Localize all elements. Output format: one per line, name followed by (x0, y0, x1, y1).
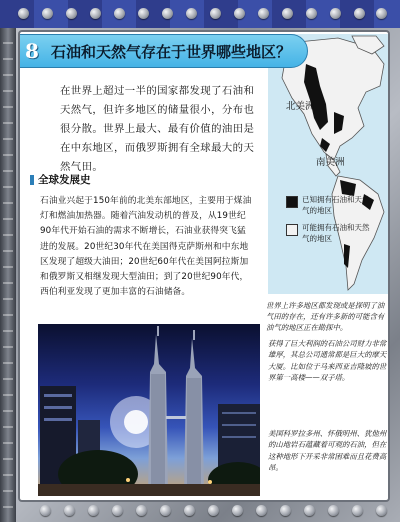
rivet-icon (160, 505, 171, 516)
rivet-icon (184, 505, 195, 516)
rivet-icon (258, 8, 269, 19)
legend-label-possible: 可能拥有石油和天然气的地区 (302, 223, 370, 243)
rivet-icon (42, 8, 53, 19)
rivet-icon (90, 8, 101, 19)
page-title: 石油和天然气存在于世界哪些地区？ (51, 43, 292, 61)
legend-label-known: 已知拥有石油和天然气的地区 (302, 195, 370, 215)
rivet-icon (330, 8, 341, 19)
twin-towers-photo (38, 324, 260, 496)
rivet-icon (138, 8, 149, 19)
intro-paragraph: 在世界上超过一半的国家都发现了石油和天然气，但许多地区的储量很小，分布也很分散。世界上最大、最有价值的油田是在中东地区，而俄罗斯拥有全球最大的天然气田。 (60, 85, 255, 173)
history-paragraph: 石油业兴起于150年前的北美东部地区，主要用于煤油灯和燃油加热器。随着汽油发动机的普及，从19世纪90年代开始石油的需求不断增长，石油业获得突飞猛进的发展。20世纪30年代在美国得克萨斯州和中东地区发现了超级大油田；20世纪60年代在美国阿拉斯加和俄罗斯又相继发现大型油田；到了20世纪90年代，西伯利亚发现了更加丰富的石油储备。 (40, 196, 252, 298)
rivet-icon (304, 505, 315, 516)
legend-swatch-known (286, 196, 298, 208)
rivet-icon (162, 8, 173, 19)
rivet-icon (256, 505, 267, 516)
rivet-icon (112, 505, 123, 516)
photo-caption-rocks: 美国科罗拉多州、怀俄明州、犹他州的山地岩石蕴藏着可观的石油，但在这种地形下开采非常困难而且花费高昂。 (268, 429, 387, 473)
rivet-icon (64, 505, 75, 516)
rivet-icon (40, 505, 51, 516)
rivet-icon (114, 8, 125, 19)
rivet-icon (376, 8, 387, 19)
rivet-icon (376, 505, 387, 516)
rivet-icon (282, 8, 293, 19)
rivet-icon (306, 8, 317, 19)
page-panel (18, 30, 390, 502)
rivet-icon (136, 505, 147, 516)
rivet-icon (328, 505, 339, 516)
frame-rivets-top (18, 8, 388, 22)
photo-caption-towers: 获得了巨大利润的石油公司财力非常雄厚，其总公司通常都是巨大的摩天大厦。比如位于马来西亚吉隆坡的世界第一高楼——双子塔。 (268, 339, 387, 383)
section-heading: 全球发展史 (38, 174, 91, 186)
rivet-icon (210, 8, 221, 19)
rivet-icon (88, 505, 99, 516)
rivet-icon (234, 8, 245, 19)
rivet-icon (232, 505, 243, 516)
legend-swatch-possible (286, 224, 298, 236)
rivet-icon (66, 8, 77, 19)
city-skyline-icon (38, 324, 260, 496)
frame-rivets-bottom (40, 505, 390, 519)
label-south-america: 南美洲 (316, 157, 345, 168)
rivet-icon (186, 8, 197, 19)
label-north-america: 北美洲 (286, 101, 315, 112)
map-caption: 世界上许多地区都发现或是探明了油气田的存在，还有许多新的可能含有油气的地区正在勘探中。 (266, 301, 385, 332)
rivet-icon (354, 8, 365, 19)
rivet-icon (280, 505, 291, 516)
frame-side-rail (0, 28, 16, 522)
title-banner (18, 34, 308, 68)
rivet-icon (208, 505, 219, 516)
page-number: 8 (25, 39, 39, 63)
rivet-icon (352, 505, 363, 516)
rivet-icon (18, 8, 29, 19)
